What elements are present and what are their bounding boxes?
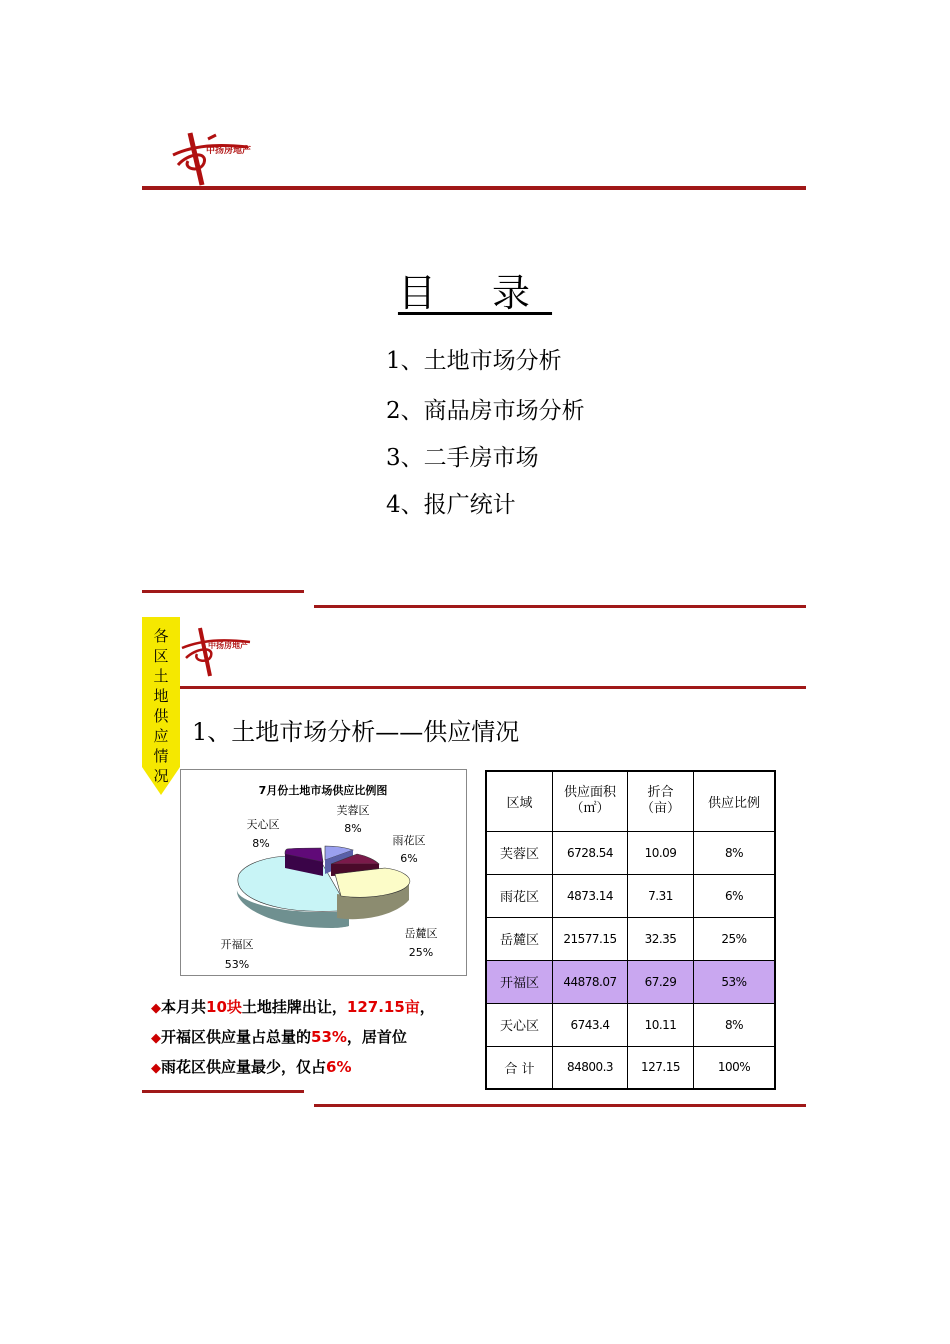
bullet-highlight: 53% — [311, 1028, 347, 1046]
section-tab-label: 各区土地供应情况 — [153, 627, 169, 785]
logo-mark-icon — [180, 624, 280, 684]
toc-item-2: 2、商品房市场分析 — [386, 398, 585, 424]
diamond-icon: ◆ — [151, 1061, 161, 1076]
table-row — [486, 1003, 775, 1046]
supply-table — [485, 770, 776, 1090]
label-furong-pct: 8% — [344, 822, 362, 835]
toc-item-4: 4、报广统计 — [386, 492, 516, 518]
label-furong: 芙蓉区 — [336, 804, 370, 817]
mu-cell: 7.31 — [628, 874, 694, 917]
chart-title: 7月份土地市场供应比例图 — [258, 784, 388, 797]
label-kaifu-pct: 53% — [224, 958, 250, 971]
area-cell: 6728.54 — [553, 831, 628, 874]
label-kaifu: 开福区 — [220, 938, 254, 951]
pie-chart — [180, 769, 467, 976]
region-cell: 天心区 — [486, 1003, 553, 1046]
header-cell: 供应面积 （㎡） — [553, 771, 628, 831]
label-yueli: 岳麓区 — [404, 927, 438, 940]
area-cell: 84800.3 — [553, 1046, 628, 1089]
table-row-highlighted — [486, 960, 775, 1003]
bullet-highlight: 127.15亩 — [346, 998, 420, 1016]
ratio-cell: 100% — [694, 1046, 776, 1089]
label-tianxin: 天心区 — [246, 818, 280, 831]
area-cell: 6743.4 — [553, 1003, 628, 1046]
table-row — [486, 874, 775, 917]
header-cell: 区域 — [486, 771, 553, 831]
label-yueli-pct: 25% — [408, 946, 434, 959]
summary-bullets — [151, 994, 435, 1084]
toc-title: 目 录 — [397, 271, 553, 315]
mu-cell: 10.11 — [628, 1003, 694, 1046]
header-divider — [142, 186, 806, 190]
pie-chart-svg — [181, 770, 466, 975]
logo-mark-icon — [168, 125, 288, 195]
diamond-icon: ◆ — [151, 1031, 161, 1046]
ratio-cell: 25% — [694, 917, 776, 960]
toc-item-3: 3、二手房市场 — [386, 445, 539, 471]
mu-cell: 32.35 — [628, 917, 694, 960]
table-header-row — [486, 771, 775, 831]
label-yuhua-pct: 6% — [400, 852, 418, 865]
region-cell: 合 计 — [486, 1046, 553, 1089]
pie-slices — [237, 846, 410, 928]
table-row — [486, 831, 775, 874]
bullet-1 — [151, 994, 435, 1024]
ratio-cell: 8% — [694, 1003, 776, 1046]
company-logo — [168, 125, 288, 195]
area-cell: 4873.14 — [553, 874, 628, 917]
toc-item-1: 1、土地市场分析 — [386, 348, 562, 374]
ratio-cell: 8% — [694, 831, 776, 874]
bullet-text: ， — [419, 998, 435, 1016]
bullet-highlight: 10块 — [206, 998, 242, 1016]
table-total-row — [486, 1046, 775, 1089]
slide-header-divider — [180, 686, 806, 689]
region-cell: 开福区 — [486, 960, 553, 1003]
bullet-highlight: 6% — [326, 1058, 352, 1076]
area-cell: 44878.07 — [553, 960, 628, 1003]
bullet-2 — [151, 1024, 435, 1054]
mu-cell: 67.29 — [628, 960, 694, 1003]
bullet-text: 本月共 — [161, 998, 207, 1016]
ratio-cell: 53% — [694, 960, 776, 1003]
bullet-text: 雨花区供应量最少，仅占 — [161, 1058, 327, 1076]
slide-bottom-line-right — [314, 1104, 806, 1107]
logo-text: 中扬房地产 — [206, 146, 252, 156]
diamond-icon: ◆ — [151, 1001, 161, 1016]
mu-cell: 10.09 — [628, 831, 694, 874]
label-yuhua: 雨花区 — [392, 834, 426, 847]
section-heading: 1、土地市场分析——供应情况 — [192, 718, 520, 746]
label-tianxin-pct: 8% — [252, 837, 270, 850]
slide-top-line-left — [142, 590, 304, 593]
bullet-text: 开福区供应量占总量的 — [161, 1028, 312, 1046]
header-cell: 折合 （亩） — [628, 771, 694, 831]
bullet-text: ，居首位 — [346, 1028, 407, 1046]
bullet-3 — [151, 1054, 435, 1084]
slide-bottom-line-left — [142, 1090, 304, 1093]
ratio-cell: 6% — [694, 874, 776, 917]
slide-logo — [180, 624, 280, 684]
table-row — [486, 917, 775, 960]
region-cell: 岳麓区 — [486, 917, 553, 960]
bullet-text: 土地挂牌出让， — [241, 998, 347, 1016]
header-cell: 供应比例 — [694, 771, 776, 831]
region-cell: 芙蓉区 — [486, 831, 553, 874]
area-cell: 21577.15 — [553, 917, 628, 960]
logo-text: 中扬房地产 — [208, 641, 248, 650]
region-cell: 雨花区 — [486, 874, 553, 917]
slide-top-line-right — [314, 605, 806, 608]
mu-cell: 127.15 — [628, 1046, 694, 1089]
